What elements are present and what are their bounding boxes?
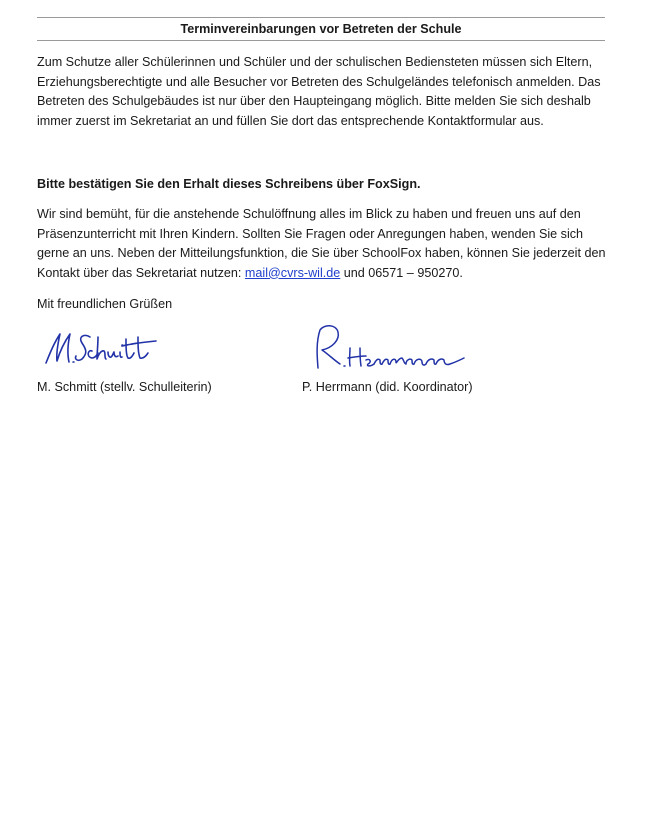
paragraph-line: gerne an uns. Neben der Mitteilungsfunktion, die Sie über SchoolFox haben, können Sie jederzeit den [37,246,606,260]
paragraph-line-last [37,264,612,284]
document-title: Terminvereinbarungen vor Betreten der Schule [37,17,605,41]
signer-herrmann: P. Herrmann (did. Koordinator) [302,380,473,394]
paragraph-visitor-rules: Zum Schutze aller Schülerinnen und Schüler und der schulischen Bediensteten müssen sich Eltern, Erziehungsberechtigte und alle Besucher vor Betreten des Schulgeländes telefonisch anmelden. Das Betreten des Schulgebäudes ist nur über den Haupteingang möglich. Bitte melden Sie sich deshalb immer zuerst im Sekretariat an und füllen Sie dort das entsprechende Kontaktformular aus. [37,55,601,128]
paragraph-line: Wir sind bemüht, für die anstehende Schulöffnung alles im Blick zu haben und freuen uns auf den [37,207,581,221]
signature-herrmann [308,322,473,374]
signer-schmitt: M. Schmitt (stellv. Schulleiterin) [37,380,212,394]
paragraph-contact [37,205,612,283]
confirmation-heading: Bitte bestätigen Sie den Erhalt dieses Schreibens über FoxSign. [37,177,421,191]
email-link[interactable]: mail@cvrs-wil.de [244,265,341,280]
contact-suffix: und 06571 – 950270. [340,265,463,280]
closing-greeting: Mit freundlichen Grüßen [37,297,173,311]
contact-prefix: Kontakt über das Sekretariat nutzen: [37,265,245,280]
signature-schmitt [40,325,165,370]
paragraph-line: Präsenzunterricht mit Ihren Kindern. Sollten Sie Fragen oder Anregungen haben, wenden Sie sich [37,226,584,241]
